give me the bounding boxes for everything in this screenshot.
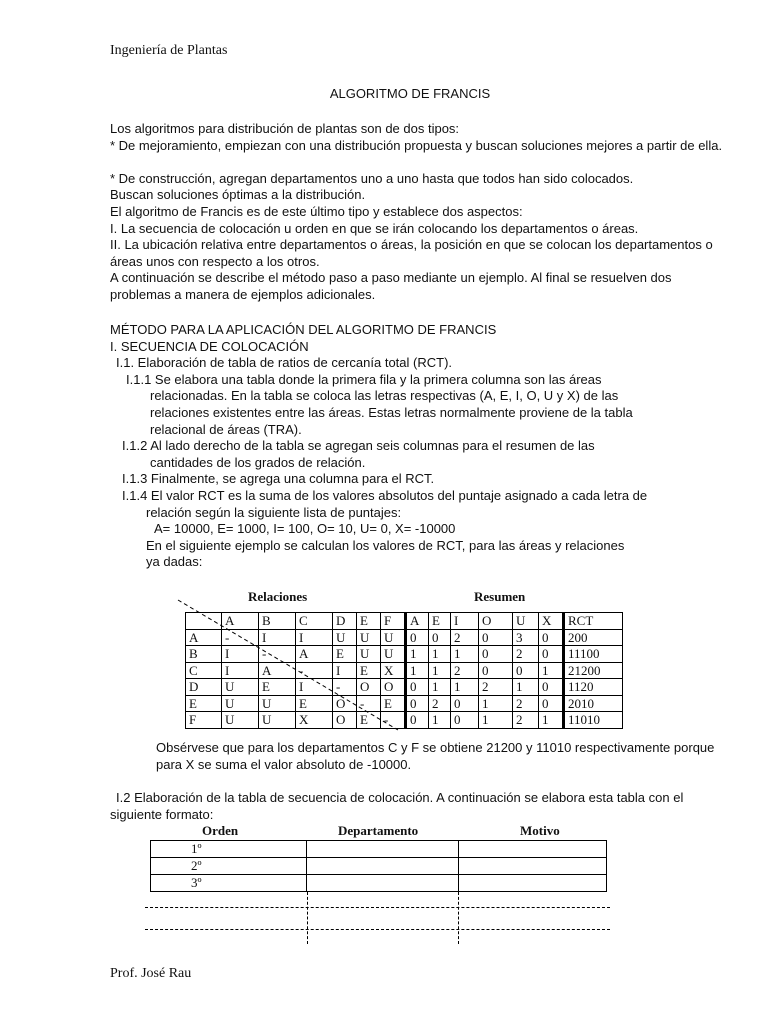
rct-cell: 11010 [564, 712, 623, 729]
rct-cell: I [259, 629, 296, 646]
seq-cell [307, 841, 459, 858]
method-line: I.1.4 El valor RCT es la suma de los valores absolutos del puntaje asignado a cada letra de [122, 487, 648, 503]
rct-cell: D [186, 679, 222, 696]
rct-cell: U [357, 646, 381, 663]
intro-line [110, 154, 720, 171]
seq-cell [459, 841, 607, 858]
method-line: I.1.3 Finalmente, se agrega una columna para el RCT. [122, 471, 435, 487]
rct-cell: I [333, 662, 357, 679]
method-line: relacional de áreas (TRA). [150, 421, 302, 437]
rct-cell: - [296, 662, 333, 679]
rct-header-cell: F [381, 613, 406, 630]
rct-cell: U [381, 629, 406, 646]
rct-cell: U [222, 712, 259, 729]
method-line: MÉTODO PARA LA APLICACIÓN DEL ALGORITMO DE FRANCIS [110, 322, 497, 337]
rct-cell: 0 [429, 629, 451, 646]
rct-cell: 2010 [564, 695, 623, 712]
seq-header-orden: Orden [202, 823, 239, 838]
rct-cell: B [186, 646, 222, 663]
intro-line: problemas a manera de ejemplos adicionales. [110, 286, 376, 302]
rct-header-cell: O [479, 613, 513, 630]
method-line: I.1.2 Al lado derecho de la tabla se agregan seis columnas para el resumen de las [122, 438, 595, 454]
rct-cell: 0 [539, 629, 564, 646]
sequence-table [150, 840, 607, 892]
rct-cell: O [333, 695, 357, 712]
method-line: cantidades de los grados de relación. [150, 454, 366, 470]
rct-cell: O [333, 712, 357, 729]
rct-cell: - [357, 695, 381, 712]
rct-cell: U [381, 646, 406, 663]
table-row [151, 858, 607, 875]
section2-line: siguiente formato: [110, 806, 214, 822]
rct-cell: 1 [451, 646, 479, 663]
rct-cell: I [222, 646, 259, 663]
rct-cell: U [259, 695, 296, 712]
rct-header-row [186, 613, 623, 630]
dashed-column-line [307, 892, 308, 944]
rct-cell: I [222, 662, 259, 679]
intro-line: * De construcción, agregan departamentos uno a uno hasta que todos han sido colocados. [110, 170, 634, 186]
rct-cell: F [186, 712, 222, 729]
rct-cell: 1 [479, 712, 513, 729]
rct-header-cell: A [222, 613, 259, 630]
rct-cell: 2 [451, 629, 479, 646]
method-line: I.1. Elaboración de tabla de ratios de cercanía total (RCT). [116, 355, 453, 371]
rct-cell: 0 [406, 712, 429, 729]
rct-cell: 0 [451, 712, 479, 729]
seq-cell: 1º [151, 841, 307, 858]
note-text [156, 740, 714, 773]
resumen-label: Resumen [474, 589, 526, 604]
rct-cell: A [296, 646, 333, 663]
intro-line: * De mejoramiento, empiezan con una distribución propuesta y buscan soluciones mejores a partir de ella. [110, 137, 723, 153]
rct-cell: 3 [513, 629, 539, 646]
method-line: relacionadas. En la tabla se coloca las letras respectivas (A, E, I, O, U y X) de las [150, 388, 619, 404]
seq-header-departamento: Departamento [338, 823, 419, 838]
page-footer: Prof. José Rau [110, 966, 192, 981]
rct-header-cell: U [513, 613, 539, 630]
rct-cell: O [357, 679, 381, 696]
rct-cell: 0 [479, 662, 513, 679]
rct-cell: 1 [479, 695, 513, 712]
dashed-column-line [458, 892, 459, 944]
note-line: para X se suma el valor absoluto de -10000. [156, 756, 412, 772]
rct-cell: E [357, 662, 381, 679]
rct-cell: I [296, 629, 333, 646]
rct-header-cell: E [429, 613, 451, 630]
table-row [186, 646, 623, 663]
seq-cell [459, 875, 607, 892]
rct-cell: 200 [564, 629, 623, 646]
method-line: A= 10000, E= 1000, I= 100, O= 10, U= 0, X= -10000 [154, 521, 456, 537]
method-line: En el siguiente ejemplo se calculan los valores de RCT, para las áreas y relaciones [146, 537, 625, 553]
rct-cell: U [357, 629, 381, 646]
rct-header-cell: E [357, 613, 381, 630]
rct-header-cell: I [451, 613, 479, 630]
rct-cell: 0 [539, 679, 564, 696]
table-row [151, 875, 607, 892]
method-line: I.1.1 Se elabora una tabla donde la primera fila y la primera columna son las áreas [126, 371, 602, 387]
rct-cell: 2 [451, 662, 479, 679]
rct-cell: 2 [513, 712, 539, 729]
rct-cell: O [381, 679, 406, 696]
page-title: ALGORITMO DE FRANCIS [329, 86, 491, 101]
rct-cell: E [186, 695, 222, 712]
rct-cell: 1 [539, 712, 564, 729]
seq-cell [307, 875, 459, 892]
page-header: Ingeniería de Plantas [110, 43, 228, 58]
rct-cell: E [357, 712, 381, 729]
rct-cell: U [222, 679, 259, 696]
seq-cell: 3º [151, 875, 307, 892]
rct-header-cell: B [259, 613, 296, 630]
rct-cell: 1 [406, 662, 429, 679]
table-row [186, 629, 623, 646]
intro-line: Los algoritmos para distribución de plantas son de dos tipos: [110, 121, 460, 136]
rct-cell: X [381, 662, 406, 679]
rct-header-cell [186, 613, 222, 630]
rct-cell: 0 [406, 679, 429, 696]
rct-header-cell: D [333, 613, 357, 630]
rct-cell: U [333, 629, 357, 646]
rct-cell: 0 [513, 662, 539, 679]
rct-cell: 1 [429, 679, 451, 696]
rct-cell: I [296, 679, 333, 696]
rct-cell: E [296, 695, 333, 712]
intro-text [110, 121, 723, 304]
intro-line: El algoritmo de Francis es de este último tipo y establece dos aspectos: [110, 203, 523, 219]
intro-line: II. La ubicación relativa entre departamentos o áreas, la posición en que se colocan los departamentos o [110, 237, 713, 253]
rct-cell: A [259, 662, 296, 679]
dashed-row-line [145, 929, 610, 930]
rct-cell: 11100 [564, 646, 623, 663]
table-row [186, 712, 623, 729]
rct-cell: 2 [513, 646, 539, 663]
method-line: ya dadas: [146, 554, 203, 570]
method-line: relaciones existentes entre las áreas. Estas letras normalmente proviene de la tabla [150, 404, 633, 420]
rct-cell: A [186, 629, 222, 646]
rct-cell: 0 [406, 629, 429, 646]
rct-cell: 0 [451, 695, 479, 712]
rct-cell: U [222, 695, 259, 712]
method-line: relación según la siguiente lista de puntajes: [146, 504, 402, 520]
rct-cell: - [333, 679, 357, 696]
section2-line: I.2 Elaboración de la tabla de secuencia de colocación. A continuación se elabora esta tabla con el [116, 790, 684, 805]
rct-cell: 1 [451, 679, 479, 696]
note-line: Obsérvese que para los departamentos C y F se obtiene 21200 y 11010 respectivamente porque [156, 740, 715, 755]
section2-text [110, 790, 683, 823]
rct-cell: 2 [479, 679, 513, 696]
rct-cell: 1 [429, 712, 451, 729]
rct-cell: 0 [406, 695, 429, 712]
rct-cell: C [186, 662, 222, 679]
intro-line: I. La secuencia de colocación u orden en que se irán colocando los departamentos o áreas. [110, 220, 639, 236]
rct-cell: 1 [406, 646, 429, 663]
rct-cell: 0 [539, 695, 564, 712]
rct-cell: 1 [429, 662, 451, 679]
seq-cell [307, 858, 459, 875]
relaciones-label: Relaciones [248, 589, 308, 604]
rct-header-cell: RCT [564, 613, 623, 630]
dashed-row-line [145, 907, 610, 908]
rct-cell: 2 [429, 695, 451, 712]
rct-header-cell: A [406, 613, 429, 630]
intro-line: Buscan soluciones óptimas a la distribución. [110, 187, 366, 203]
rct-cell: - [222, 629, 259, 646]
seq-cell: 2º [151, 858, 307, 875]
rct-cell: E [259, 679, 296, 696]
seq-cell [459, 858, 607, 875]
rct-cell: U [259, 712, 296, 729]
intro-line: áreas unos con respecto a los otros. [110, 253, 320, 269]
rct-header-cell: C [296, 613, 333, 630]
table-row [151, 841, 607, 858]
rct-cell: - [259, 646, 296, 663]
rct-cell: 2 [513, 695, 539, 712]
rct-cell: 0 [479, 646, 513, 663]
method-section [110, 322, 730, 571]
rct-cell: X [296, 712, 333, 729]
rct-table [185, 612, 623, 729]
table-row [186, 679, 623, 696]
rct-cell: - [381, 712, 406, 729]
rct-cell: E [333, 646, 357, 663]
rct-cell: 1 [513, 679, 539, 696]
rct-header-cell: X [539, 613, 564, 630]
seq-header-motivo: Motivo [520, 823, 560, 838]
method-line: I. SECUENCIA DE COLOCACIÓN [110, 338, 309, 354]
intro-line: A continuación se describe el método paso a paso mediante un ejemplo. Al final se resuelven dos [110, 270, 672, 286]
table-row [186, 662, 623, 679]
rct-cell: 21200 [564, 662, 623, 679]
rct-cell: 0 [539, 646, 564, 663]
rct-cell: 1 [429, 646, 451, 663]
table-row [186, 695, 623, 712]
rct-cell: E [381, 695, 406, 712]
rct-cell: 1120 [564, 679, 623, 696]
rct-cell: 1 [539, 662, 564, 679]
rct-cell: 0 [479, 629, 513, 646]
